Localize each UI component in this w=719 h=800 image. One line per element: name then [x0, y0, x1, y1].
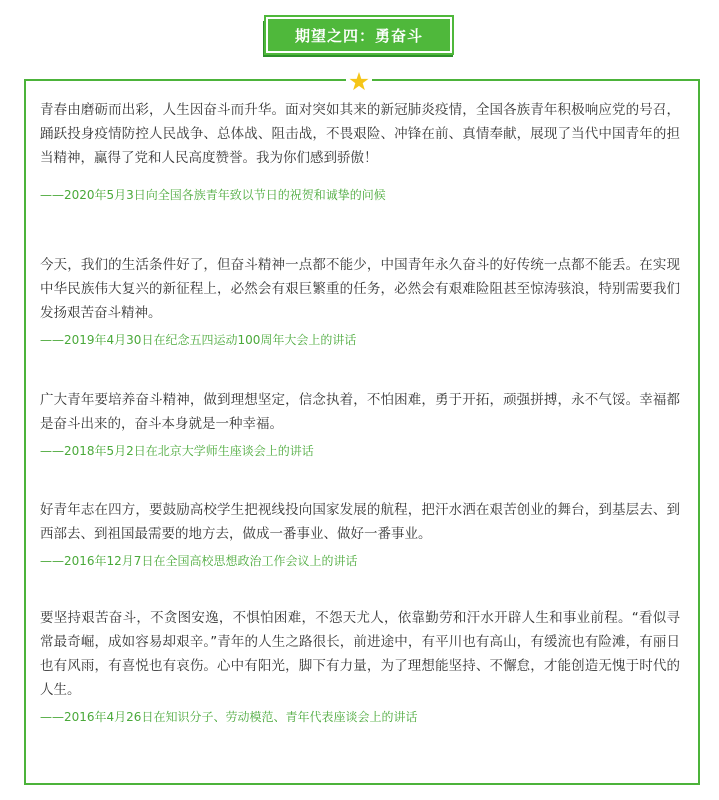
title-banner-box: [266, 17, 452, 53]
quote-text: 青春由磨砺而出彩，人生因奋斗而升华。面对突如其来的新冠肺炎疫情，全国各族青年积极响应党的号召，踊跃投身疫情防控人民战争、总体战、阻击战，不畏艰险、冲锋在前、真情奉献，展现了当代中国青年的担当精神，赢得了党和人民高度赞誉。我为你们感到骄傲！: [40, 102, 680, 166]
quote-section-3: [40, 388, 680, 460]
quote-source: ——2019年4月30日在纪念五四运动100周年大会上的讲话: [40, 333, 357, 347]
quote-source: ——2020年5月3日向全国各族青年致以节日的祝贺和诚挚的问候: [40, 188, 386, 202]
title-banner: [263, 17, 455, 57]
quote-section-1: [40, 98, 680, 204]
quote-source: ——2016年4月26日在知识分子、劳动模范、青年代表座谈会上的讲话: [40, 710, 418, 724]
quote-text: 好青年志在四方，要鼓励高校学生把视线投向国家发展的航程，把汗水洒在艰苦创业的舞台，到基层去、到西部去、到祖国最需要的地方去，做成一番事业、做好一番事业。: [40, 502, 680, 542]
quote-source: ——2018年5月2日在北京大学师生座谈会上的讲话: [40, 444, 314, 458]
quote-text: 今天，我们的生活条件好了，但奋斗精神一点都不能少，中国青年永久奋斗的好传统一点都不能丢。在实现中华民族伟大复兴的新征程上，必然会有艰巨繁重的任务，必然会有艰难险阻甚至惊涛骇浪，特别需要我们发扬艰苦奋斗精神。: [40, 257, 680, 321]
quote-section-5: [40, 606, 680, 726]
quote-text: 广大青年要培养奋斗精神，做到理想坚定，信念执着，不怕困难，勇于开拓，顽强拼搏，永不气馁。幸福都是奋斗出来的，奋斗本身就是一种幸福。: [40, 392, 680, 432]
star-icon: [349, 72, 369, 91]
star-ornament: [346, 70, 372, 92]
quote-text: 要坚持艰苦奋斗，不贪图安逸，不惧怕困难，不怨天尤人，依靠勤劳和汗水开辟人生和事业前程。“看似寻常最奇崛，成如容易却艰辛。”青年的人生之路很长，前进途中，有平川也有高山，有缓流也有险滩，有丽日也有风雨，有喜悦也有哀伤。心中有阳光，脚下有力量，为了理想能坚持、不懈怠，才能创造无愧于时代的人生。: [40, 610, 680, 698]
quote-source: ——2016年12月7日在全国高校思想政治工作会议上的讲话: [40, 554, 358, 568]
page-title: 期望之四：勇奋斗: [294, 26, 423, 45]
quote-section-2: [40, 253, 680, 349]
quote-section-4: [40, 498, 680, 570]
